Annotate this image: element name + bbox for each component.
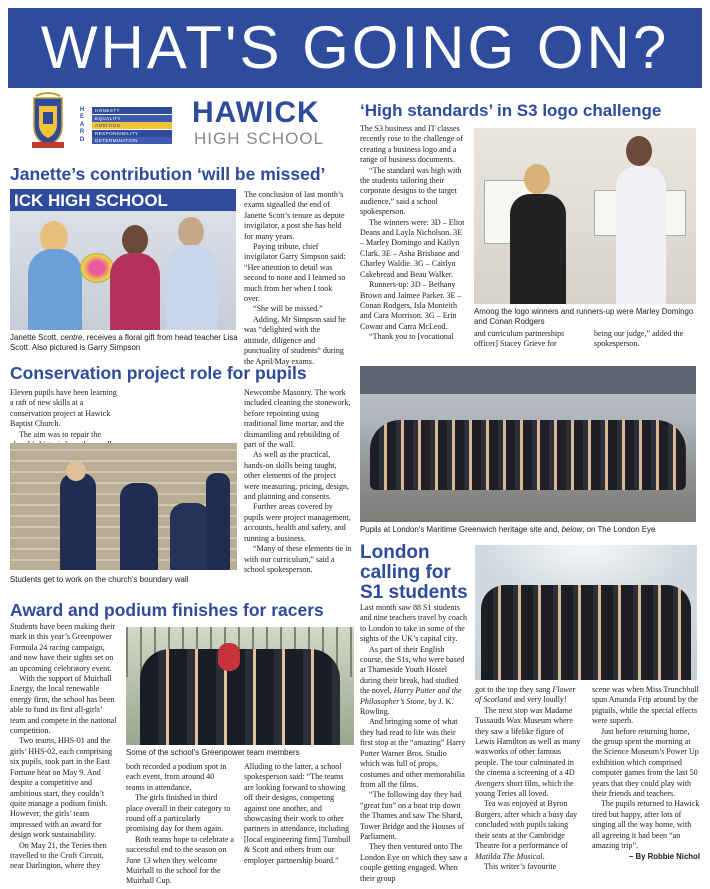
book-title: Harry Potter and the Philosopher’s Stone bbox=[360, 686, 462, 706]
paragraph: This writer’s favourite bbox=[484, 861, 557, 871]
paragraph: “She will be missed.” bbox=[253, 304, 323, 314]
paragraph: As well as the practical, hands-on skills being taught, other elements of the project were measuring, pricing, design, and planning and consents. bbox=[244, 450, 350, 502]
value-equality: EQUALITY bbox=[92, 115, 172, 122]
paragraph: Adding, Mr Simpson said he was “delighted with the attitude, diligence and punctuality of students” during the April/May exams. bbox=[244, 314, 346, 366]
person-figure bbox=[206, 473, 230, 570]
person-figure bbox=[28, 249, 82, 330]
award-col3 bbox=[244, 762, 354, 866]
show-title: Matilda The Musical bbox=[475, 851, 543, 861]
value-ambition: AMBITION bbox=[92, 122, 172, 129]
conservation-caption: Students get to work on the church’s boundary wall bbox=[10, 575, 189, 584]
person-figure bbox=[120, 483, 158, 570]
caption-text: , on The London Eye bbox=[582, 525, 656, 534]
head-letter-h: H bbox=[79, 107, 85, 113]
london-eye-photo bbox=[475, 545, 697, 680]
janette-photo bbox=[10, 189, 236, 330]
greenpower-caption: Some of the school’s Greenpower team members bbox=[126, 748, 300, 757]
paragraph: “Thank you to [vocational bbox=[369, 332, 454, 342]
paragraph: Newcombe Masonry. The work included cleaning the stonework, before repointing using traditional lime mortar, and the dismantling and rebuilding of part of the wall. bbox=[244, 388, 351, 450]
paragraph: The winners were: 3D – Eliot Deans and Layla Nicholson. 3E – Marley Domingo and Kailyn Clark. 3E – Asha Brisbane and Charley Waldie. 3G – Caitlyn Cakebread and Beau Walker. bbox=[360, 217, 465, 279]
masthead-title: WHAT'S GOING ON? bbox=[40, 14, 670, 81]
paragraph: They then ventured onto The London Eye on which they saw a couple getting engaged. When their group bbox=[360, 842, 468, 883]
song-title: Flower of Scotland bbox=[475, 685, 576, 705]
crowd-group bbox=[481, 585, 691, 680]
team-member-red bbox=[218, 643, 240, 671]
paragraph: Both teams hope to celebrate a successful end to the season on June 13 when they welcome Muirhall to the school for the Muirhall Cup. bbox=[126, 834, 234, 886]
caption-italic: centre bbox=[60, 333, 83, 342]
person-figure bbox=[66, 461, 86, 481]
paragraph: “The following day they had “great fun” on a boat trip down the Thames and saw The Shard, Tower Bridge and the Houses of Parliament. bbox=[360, 790, 465, 841]
text-run: Tea was enjoyed at Byron Burgers, after which a busy day concluded with pupils taking their seats at the Cambridge Theatre for a performance of bbox=[475, 799, 578, 851]
text-run: , by J. K. Rowling. bbox=[360, 696, 454, 717]
head-letter-a: A bbox=[79, 121, 85, 128]
london-col1 bbox=[360, 603, 468, 884]
paragraph: The aim was to repair the bbox=[19, 429, 102, 439]
janette-caption bbox=[10, 333, 242, 353]
paragraph bbox=[475, 685, 583, 706]
paragraph: Last month saw 88 S1 students and nine teachers travel by coach to London to take in some of the sights of the UK’s capital city. bbox=[360, 603, 468, 644]
school-name: HAWICK bbox=[192, 96, 320, 129]
paragraph: both recorded a podium spot in each event, from around 40 teams in attendance. bbox=[126, 762, 227, 792]
paragraph: Eleven pupils have been learning a raft of new skills at a conservation project at Hawick Baptist Church. bbox=[10, 388, 117, 429]
school-crest-icon bbox=[28, 92, 68, 150]
flowers-figure bbox=[80, 253, 114, 283]
text-run: . bbox=[542, 851, 545, 861]
award-headline: Award and podium finishes for racers bbox=[10, 600, 324, 620]
paragraph: Paying tribute, chief invigilator Garry Simpson said: “Her attention to detail was second to none and I learned so much from her when I took over. bbox=[244, 242, 346, 304]
paragraph: Two teams, HHS-01 and the girls’ HHS-02, each comprising six pupils, took part in the East Fortune heat on May 9. And despite a competitive and ambitious start, they couldn’t quite manage a podium finish. However, the girls’ team impressed with an award for design work sustainability. bbox=[10, 736, 113, 840]
team-group bbox=[140, 649, 340, 745]
value-honesty: HONESTY bbox=[92, 107, 172, 114]
person-figure bbox=[122, 225, 148, 255]
caption-text: Pupils at London’s Maritime Greenwich heritage site and, bbox=[360, 525, 562, 534]
head-letter-e: E bbox=[79, 114, 84, 121]
head-letters bbox=[76, 107, 88, 144]
text-run: got to the top they sang bbox=[475, 685, 553, 694]
caption-text: , receives a floral gift from head teacher Lisa Scott. Also pictured is Garry Simpson bbox=[10, 333, 238, 352]
paragraph: The S3 business and IT classes recently rose to the challenge of creating a business logo and a range of business documents. bbox=[360, 124, 463, 165]
paragraph: Alluding to the latter, a school spokesperson said: “The teams are looking forward to showing off their designs, competing against one another, and showcasing their work to other partners in attendance, including [local engineering firm] Turnbull & Scott and others from our employer partnership board.” bbox=[244, 762, 351, 865]
paragraph: And bringing some of what they had read to life was their first stop at the “amazing” Harry Potter Warner Bros. Studio which was full of props, costumes and other memorabilia from all the films. bbox=[360, 717, 466, 789]
janette-headline: Janette’s contribution ‘will be missed’ bbox=[10, 164, 326, 184]
value-responsibility: RESPONSIBILITY bbox=[92, 130, 172, 137]
logo-continued-b: being our judge,” added the spokesperson. bbox=[594, 329, 684, 349]
paragraph: scene was when Miss Trunchbull spun Amanda Frip around by the pigtails, while the special effects were superb. bbox=[592, 685, 699, 726]
award-col2 bbox=[126, 762, 234, 887]
logo-continued-a: and curriculum partnerships officer] Stacey Grieve for bbox=[474, 329, 565, 349]
paragraph bbox=[360, 645, 468, 718]
school-banner-text: ICK HIGH SCHOOL bbox=[14, 191, 168, 210]
paragraph bbox=[475, 706, 583, 800]
text-run: As part of their English course, the S1s, who were based at Thameside Youth Hostel during their break, had studied the novel, bbox=[360, 644, 465, 696]
paragraph bbox=[475, 799, 583, 861]
london-col2 bbox=[475, 685, 583, 872]
conservation-col3 bbox=[244, 388, 352, 575]
person-figure bbox=[110, 253, 160, 330]
paragraph: Further areas covered by pupils were project management, accounts, health and safety, and running a business. bbox=[244, 502, 351, 543]
logo-caption: Among the logo winners and runners-up were Marley Domingo and Conan Rodgers bbox=[474, 307, 694, 326]
paragraph: Runners-up: 3D – Bethany Brown and Jaimee Parker. 3E – Conan Rodgers, Isla Monteith and Cara Morrison. 3G – Erin Cowan and Carra McLeod. bbox=[360, 280, 462, 331]
conservation-headline: Conservation project role for pupils bbox=[10, 363, 307, 383]
byline: – By Robbie Nichol bbox=[628, 851, 700, 861]
school-subtitle: HIGH SCHOOL bbox=[194, 129, 325, 148]
crowd-group bbox=[370, 420, 686, 490]
london-col3 bbox=[592, 685, 700, 862]
ship-structure bbox=[360, 366, 696, 394]
text-run: and very loudly! bbox=[511, 695, 567, 705]
greenpower-photo bbox=[126, 627, 354, 745]
head-letter-r: R bbox=[79, 129, 85, 136]
value-determination: DETERMINATION bbox=[92, 137, 172, 144]
paragraph: With the support of Muirhall Energy, the local renewable energy firm, the school has been able to fund its first all-girls’ team and compete in the national competition. bbox=[10, 674, 117, 736]
paragraph: The pupils returned to Hawick tired but happy, after lots of singing all the way home, with all agreeing it had been “an amazing trip”. bbox=[592, 799, 700, 851]
greenwich-photo bbox=[360, 366, 696, 522]
conservation-photo bbox=[10, 443, 237, 570]
award-col1 bbox=[10, 622, 118, 872]
head-letter-d: D bbox=[79, 136, 85, 143]
logo-photo bbox=[474, 128, 696, 304]
logo-body bbox=[360, 124, 467, 343]
paragraph: “Many of these elements tie in with our curriculum,” said a school spokesperson. bbox=[244, 544, 352, 574]
person-figure bbox=[626, 136, 652, 166]
paragraph: Just before returning home, the group spent the morning at the Science Museum’s Power Up exhibition which comprised computer games from the last 50 years that they could play with their friends and teachers. bbox=[592, 726, 699, 799]
person-figure bbox=[524, 164, 550, 194]
masthead-banner bbox=[8, 8, 702, 88]
paragraph: “The standard was high with the students tailoring their corporate designs to the target audience,” said a school spokesperson. bbox=[360, 165, 462, 217]
london-headline: London calling for S1 students bbox=[360, 542, 468, 603]
film-title: Avengers bbox=[475, 778, 505, 788]
caption-text: Janette Scott, bbox=[10, 333, 61, 342]
logo-headline: ‘High standards’ in S3 logo challenge bbox=[360, 101, 662, 120]
paragraph: Students have been making their mark in this year’s Greenpower Formula 24 racing campaign, and now have their sights set on an upcoming celebratory event. bbox=[10, 622, 116, 673]
person-figure bbox=[510, 194, 566, 304]
paragraph: The girls finished in third place overall in their category to round off a particularly promising day for them again. bbox=[126, 793, 231, 834]
paragraph: On May 21, the Teries then travelled to the Croft Circuit, near Darlington, where they bbox=[10, 840, 107, 871]
text-run: short film, which the young Teries all loved. bbox=[475, 778, 574, 799]
caption-italic: below bbox=[561, 525, 583, 534]
person-figure bbox=[60, 473, 96, 570]
person-figure bbox=[170, 503, 210, 570]
paragraph: The conclusion of last month’s exams signalled the end of Janette Scott’s tenure as depute invigilator, a post she has held for many years. bbox=[244, 190, 345, 241]
greenwich-caption bbox=[360, 525, 700, 535]
person-figure bbox=[616, 166, 666, 304]
janette-body bbox=[244, 190, 348, 367]
text-run: The next stop was Madame Tussauds Wax Museum where they saw a lifelike figure of Lewis Hamilton as well as many waxworks of other famous people. The tour culminated in the cinema a screening of a 4D bbox=[475, 705, 581, 778]
person-figure bbox=[178, 217, 204, 247]
person-figure bbox=[166, 245, 218, 330]
